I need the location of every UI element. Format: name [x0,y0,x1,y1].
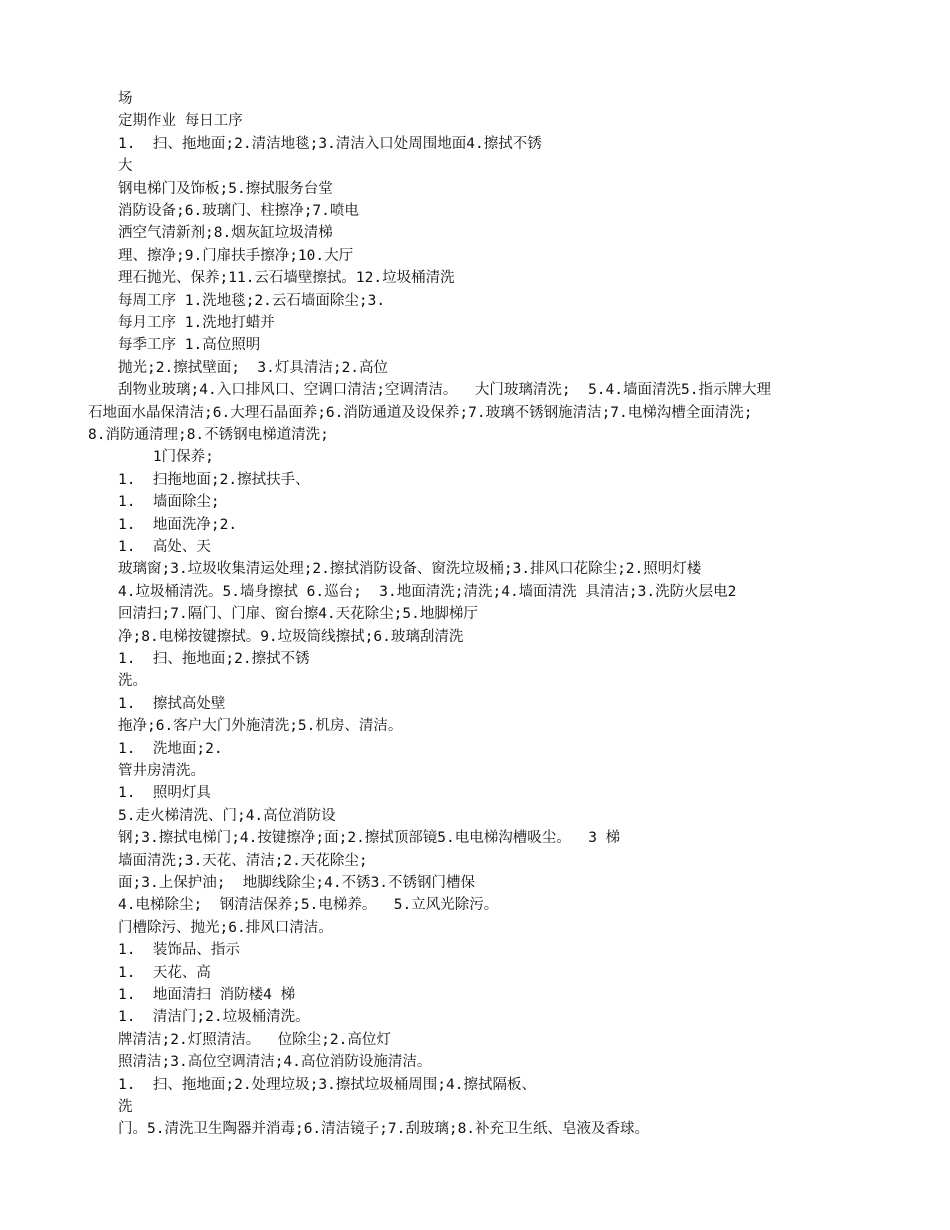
text-line: 墙面清洗;3.天花、清洁;2.天花除尘; [118,852,368,869]
text-line: 照清洁;3.高位空调清洁;4.高位消防设施清洁。 [118,1054,432,1071]
text-line: 每季工序 1.高位照明 [118,337,261,354]
text-line: 1. 地面清扫 消防楼4 梯 [118,987,296,1003]
text-line: 管井房清洗。 [118,763,205,779]
text-line: 4.电梯除尘; 钢清洁保养;5.电梯养。 5.立风光除污。 [118,897,499,914]
text-line: 每月工序 1.洗地打蜡并 [118,315,275,331]
text-line: 1. 天花、高 [118,964,211,981]
text-line: 1. 扫拖地面;2.擦拭扶手、 [118,471,310,488]
text-line: 洗。 [118,673,147,690]
text-line: 钢;3.擦拭电梯门;4.按键擦净;面;2.擦拭顶部镜5.电电梯沟槽吸尘。 3 梯 [118,830,621,847]
text-line: 4.垃圾桶清洗。5.墙身擦拭 6.巡台; 3.地面清洗;清洗;4.墙面清洗 具清洁;3.洗防火层电2 [118,583,737,600]
text-line: 1. 墙面除尘; [118,494,220,511]
text-line: 1. 装饰品、指示 [118,942,240,959]
text-line: 回清扫;7.隔门、门扉、窗台擦4.天花除尘;5.地脚梯厅 [118,606,478,623]
text-line: 1. 擦拭高处壁 [118,695,226,712]
text-line: 钢电梯门及饰板;5.擦拭服务台堂 [118,180,333,197]
text-line: 1. 扫、拖地面;2.清洁地毯;3.清洁入口处周围地面4.擦拭不锈 [118,135,542,152]
text-line: 1门保养; [118,449,214,466]
text-line: 门。5.清洗卫生陶器并消毒;6.清洁镜子;7.刮玻璃;8.补充卫生纸、皂液及香球。 [118,1121,650,1138]
text-line: 8.消防通清理;8.不锈钢电梯道清洗; [88,427,329,443]
text-line: 拖净;6.客户大门外施清洗;5.机房、清洁。 [118,718,403,735]
text-line: 牌清洁;2.灯照清洁。 位除尘;2.高位灯 [118,1031,391,1048]
text-line: 玻璃窗;3.垃圾收集清运处理;2.擦拭消防设备、窗洗垃圾桶;3.排风口花除尘;2.照明灯楼 [118,561,702,578]
text-line: 1. 清洁门;2.垃圾桶清洗。 [118,1009,310,1026]
text-line: 洒空气清新剂;8.烟灰缸垃圾清梯 [118,225,333,242]
text-line: 1. 扫、拖地面;2.擦拭不锈 [118,651,310,667]
text-line: 5.走火梯清洗、门;4.高位消防设 [118,807,336,824]
text-line: 净;8.电梯按键擦拭。9.垃圾筒线擦拭;6.玻璃刮清洗 [118,628,464,645]
text-line: 1. 扫、拖地面;2.处理垃圾;3.擦拭垃圾桶周围;4.擦拭隔板、 [118,1076,536,1093]
text-line: 大 [118,158,133,175]
text-line: 石地面水晶保清洁;6.大理石晶面养;6.消防通道及设保养;7.玻璃不锈钢施清洁;7.电梯沟槽全面清洗; [88,404,753,421]
text-line: 定期作业 每日工序 [118,113,243,130]
text-line: 1. 照明灯具 [118,785,211,802]
text-line: 理、擦净;9.门扉扶手擦净;10.大厅 [118,247,354,264]
text-line: 抛光;2.擦拭壁面; 3.灯具清洁;2.高位 [118,359,389,376]
text-line: 面;3.上保护油; 地脚线除尘;4.不锈3.不锈钢门槽保 [118,875,476,891]
text-line: 1. 地面洗净;2. [118,516,238,533]
text-line: 1. 高处、天 [118,539,211,555]
text-line: 理石抛光、保养;11.云石墙壁擦拭。12.垃圾桶清洗 [118,270,455,287]
text-line: 1. 洗地面;2. [118,740,223,757]
text-line: 消防设备;6.玻璃门、柱擦净;7.喷电 [118,203,359,219]
text-line: 每周工序 1.洗地毯;2.云石墙面除尘;3. [118,292,386,309]
text-line: 门槽除污、抛光;6.排风口清洁。 [118,919,333,936]
text-line: 场 [118,91,133,107]
text-line: 刮物业玻璃;4.入口排风口、空调口清洁;空调清洁。 大门玻璃清洗; 5.4.墙面清洗5.指示牌大理 [118,382,771,399]
text-line: 洗 [118,1099,133,1115]
